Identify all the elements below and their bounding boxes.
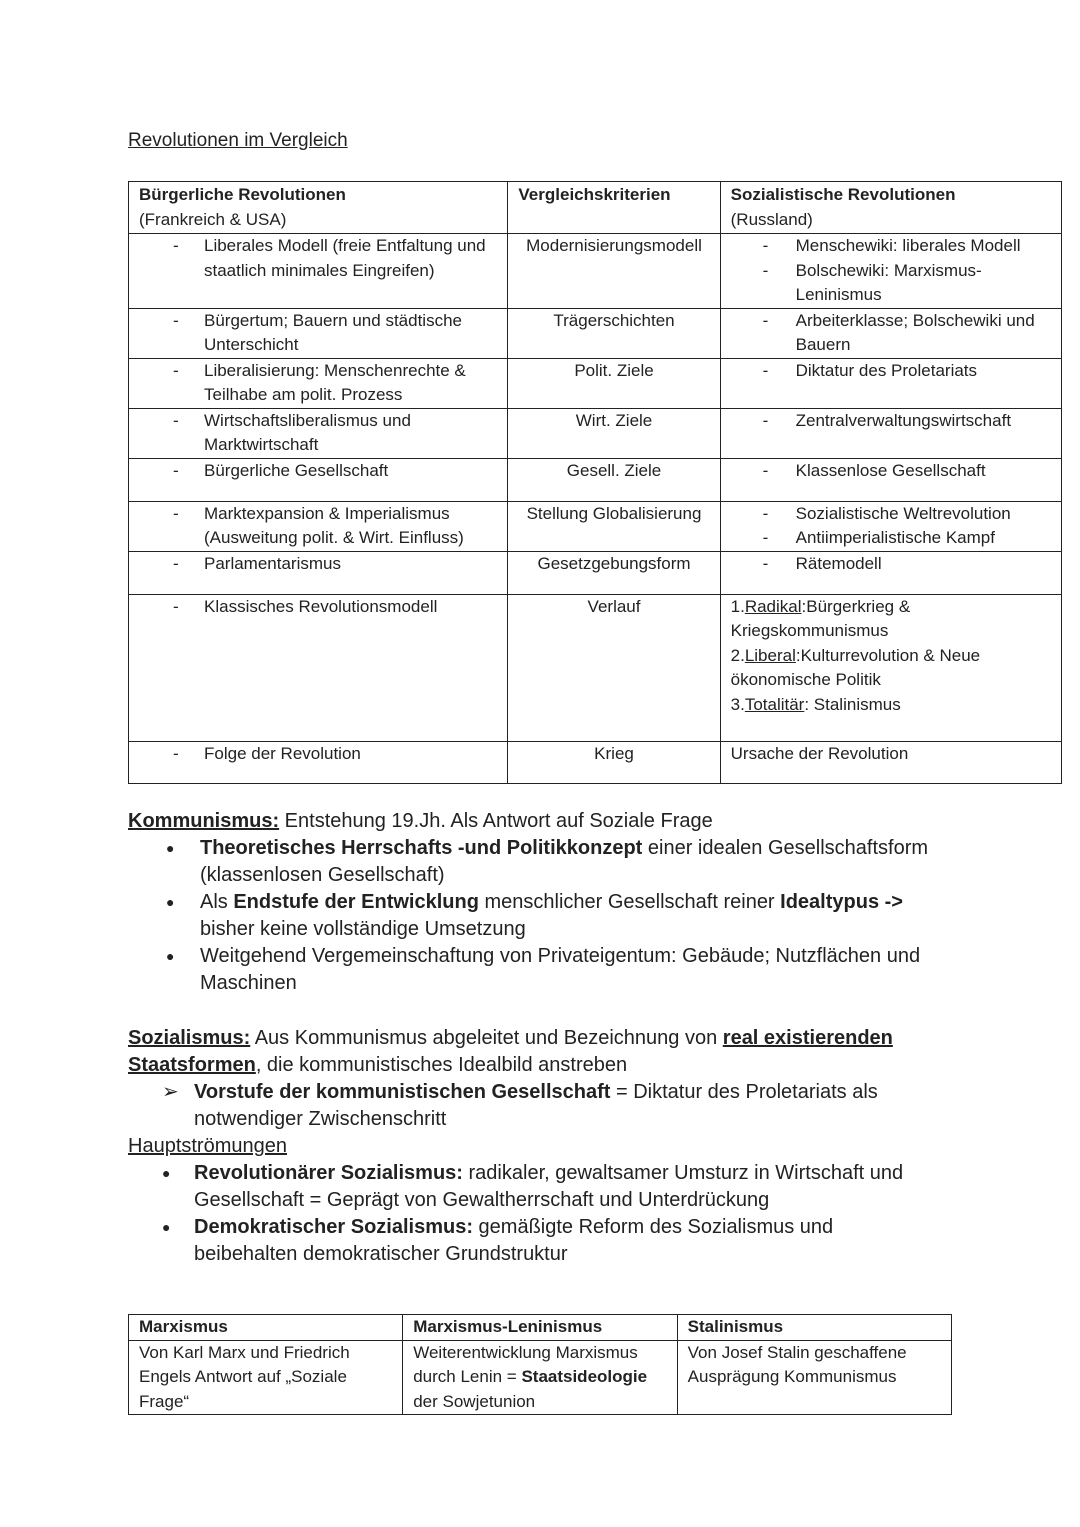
table-row (129, 551, 1062, 594)
cell-criterion: Gesetzgebungsform (537, 553, 691, 573)
cell-right: - Diktatur des Proletariats (721, 359, 1061, 384)
cell-left: - Bürgertum; Bauern und städtische Unterschicht (129, 309, 507, 358)
table-row (129, 308, 1062, 358)
col-header-buergerlich: Bürgerliche Revolutionen (139, 185, 346, 204)
table-row (129, 408, 1062, 458)
cell-left: - Bürgerliche Gesellschaft (129, 459, 507, 484)
verlauf-step: 2.Liberal:Kulturrevolution & Neue ökonomische Politik (730, 645, 981, 689)
comparison-table (128, 181, 1062, 784)
cell-criterion: Polit. Ziele (574, 360, 654, 380)
list-item: ➢ Vorstufe der kommunistischen Gesellschaft = Diktatur des Proletariats als notwendiger Zwischenschritt (128, 1079, 918, 1133)
kommunismus-term: Kommunismus: (128, 810, 280, 832)
cell-right: - Bolschewiki: Marxismus-Leninismus (721, 259, 1061, 308)
list-item: ● Demokratischer Sozialismus: gemäßigte Reform des Sozialismus und beibehalten demokratischer Grundstruktur (128, 1214, 918, 1268)
subheading-hauptstroemungen: Hauptströmungen (128, 1135, 287, 1157)
cell-criterion: Modernisierungsmodell (526, 236, 702, 255)
table-row (129, 458, 1062, 501)
cell-criterion: Verlauf (587, 596, 641, 616)
cell-left: - Parlamentarismus (129, 552, 507, 577)
cell-criterion: Trägerschichten (553, 310, 675, 330)
cell-marxismus: Von Karl Marx und Friedrich Engels Antwort auf „Soziale Frage“ (129, 1340, 403, 1415)
list-item: ● Weitgehend Vergemeinschaftung von Privateigentum: Gebäude; Nutzflächen und Maschinen (128, 943, 948, 997)
col-subheader-sozialistisch: (Russland) (730, 209, 813, 229)
verlauf-step: 3.Totalitär: Stalinismus (730, 694, 901, 714)
cell-criterion: Krieg (594, 743, 634, 763)
ideology-table (128, 1314, 952, 1415)
list-item: ● Theoretisches Herrschafts -und Politikkonzept einer idealen Gesellschaftsform (klassenlosen Gesellschaft) (128, 835, 948, 889)
table-row (129, 501, 1062, 551)
sozialismus-section: Sozialismus: Aus Kommunismus abgeleitet und Bezeichnung von real existierenden Staatsformen, die kommunistisches Idealbild anstreben ➢ Vorstufe der kommunistischen Gesellschaft = Diktatur des Proletariats als notwendiger Zwischenschritt Hauptströmungen ● Revolutionärer Sozialismus: radikaler, gewaltsamer Umsturz in Wirtschaft und Gesellschaft = Geprägt von Gewaltherrschaft und Unterdrückung ● Demokratischer Sozialismus: gemäßigte Reform des Sozialismus und beibehalten demokratischer Grundstruktur (128, 1025, 918, 1268)
list-item: ● Revolutionärer Sozialismus: radikaler, gewaltsamer Umsturz in Wirtschaft und Gesellschaft = Geprägt von Gewaltherrschaft und Unterdrückung (128, 1160, 918, 1214)
cell-marxismus-leninismus: Weiterentwicklung Marxismus durch Lenin = Staatsideologie der Sowjetunion (403, 1340, 677, 1415)
table-header-row (129, 182, 1062, 234)
cell-left: - Folge der Revolution (129, 742, 507, 767)
col-header-stalinismus: Stalinismus (677, 1315, 951, 1341)
col-subheader-buergerlich: (Frankreich & USA) (139, 209, 287, 229)
verlauf-step: 1.Radikal:Bürgerkrieg & Kriegskommunismus (730, 596, 911, 640)
cell-right: - Rätemodell (721, 552, 1061, 577)
table-header-row (129, 1315, 952, 1341)
cell-right: - Arbeiterklasse; Bolschewiki und Bauern (721, 309, 1061, 358)
table-row (129, 741, 1062, 783)
table-row (129, 1340, 952, 1415)
col-header-marxismus: Marxismus (129, 1315, 403, 1341)
page-title: Revolutionen im Vergleich (128, 130, 348, 151)
table-row (129, 594, 1062, 741)
table-row (129, 234, 1062, 309)
cell-stalinismus: Von Josef Stalin geschaffene Ausprägung Kommunismus (677, 1340, 951, 1415)
col-header-marxismus-leninismus: Marxismus-Leninismus (403, 1315, 677, 1341)
col-header-sozialistisch: Sozialistische Revolutionen (730, 185, 956, 204)
cell-criterion: Gesell. Ziele (566, 460, 662, 480)
cell-right: - Antiimperialistische Kampf (721, 526, 1061, 551)
cell-right: - Sozialistische Weltrevolution (721, 502, 1061, 527)
cell-left: - Liberalisierung: Menschenrechte & Teilhabe am polit. Prozess (129, 359, 507, 408)
sozialismus-term: Sozialismus: (128, 1027, 251, 1049)
table-row (129, 358, 1062, 408)
cell-criterion: Stellung Globalisierung (526, 503, 702, 523)
cell-criterion: Wirt. Ziele (575, 410, 653, 430)
list-item: ● Als Endstufe der Entwicklung menschlicher Gesellschaft reiner Idealtypus -> bisher keine vollständige Umsetzung (128, 889, 948, 943)
col-header-kriterien: Vergleichskriterien (518, 185, 671, 204)
cell-left: - Wirtschaftsliberalismus und Marktwirtschaft (129, 409, 507, 458)
cell-left: - Liberales Modell (freie Entfaltung und staatlich minimales Eingreifen) (129, 234, 507, 283)
cell-left: - Klassisches Revolutionsmodell (129, 595, 507, 620)
cell-left: - Marktexpansion & Imperialismus (Ausweitung polit. & Wirt. Einfluss) (129, 502, 507, 551)
cell-right: - Zentralverwaltungswirtschaft (721, 409, 1061, 434)
cell-right: - Klassenlose Gesellschaft (721, 459, 1061, 484)
kommunismus-section: Kommunismus: Entstehung 19.Jh. Als Antwort auf Soziale Frage ● Theoretisches Herrschafts -und Politikkonzept einer idealen Gesellschaftsform (klassenlosen Gesellschaft) ● Als Endstufe der Entwicklung menschlicher Gesellschaft reiner Idealtypus -> bisher keine vollständige Umsetzung ● Weitgehend Vergemeinschaftung von Privateigentum: Gebäude; Nutzflächen und Maschinen (128, 808, 948, 997)
cell-right: - Menschewiki: liberales Modell (721, 234, 1061, 259)
cell-right: Ursache der Revolution (730, 743, 909, 763)
